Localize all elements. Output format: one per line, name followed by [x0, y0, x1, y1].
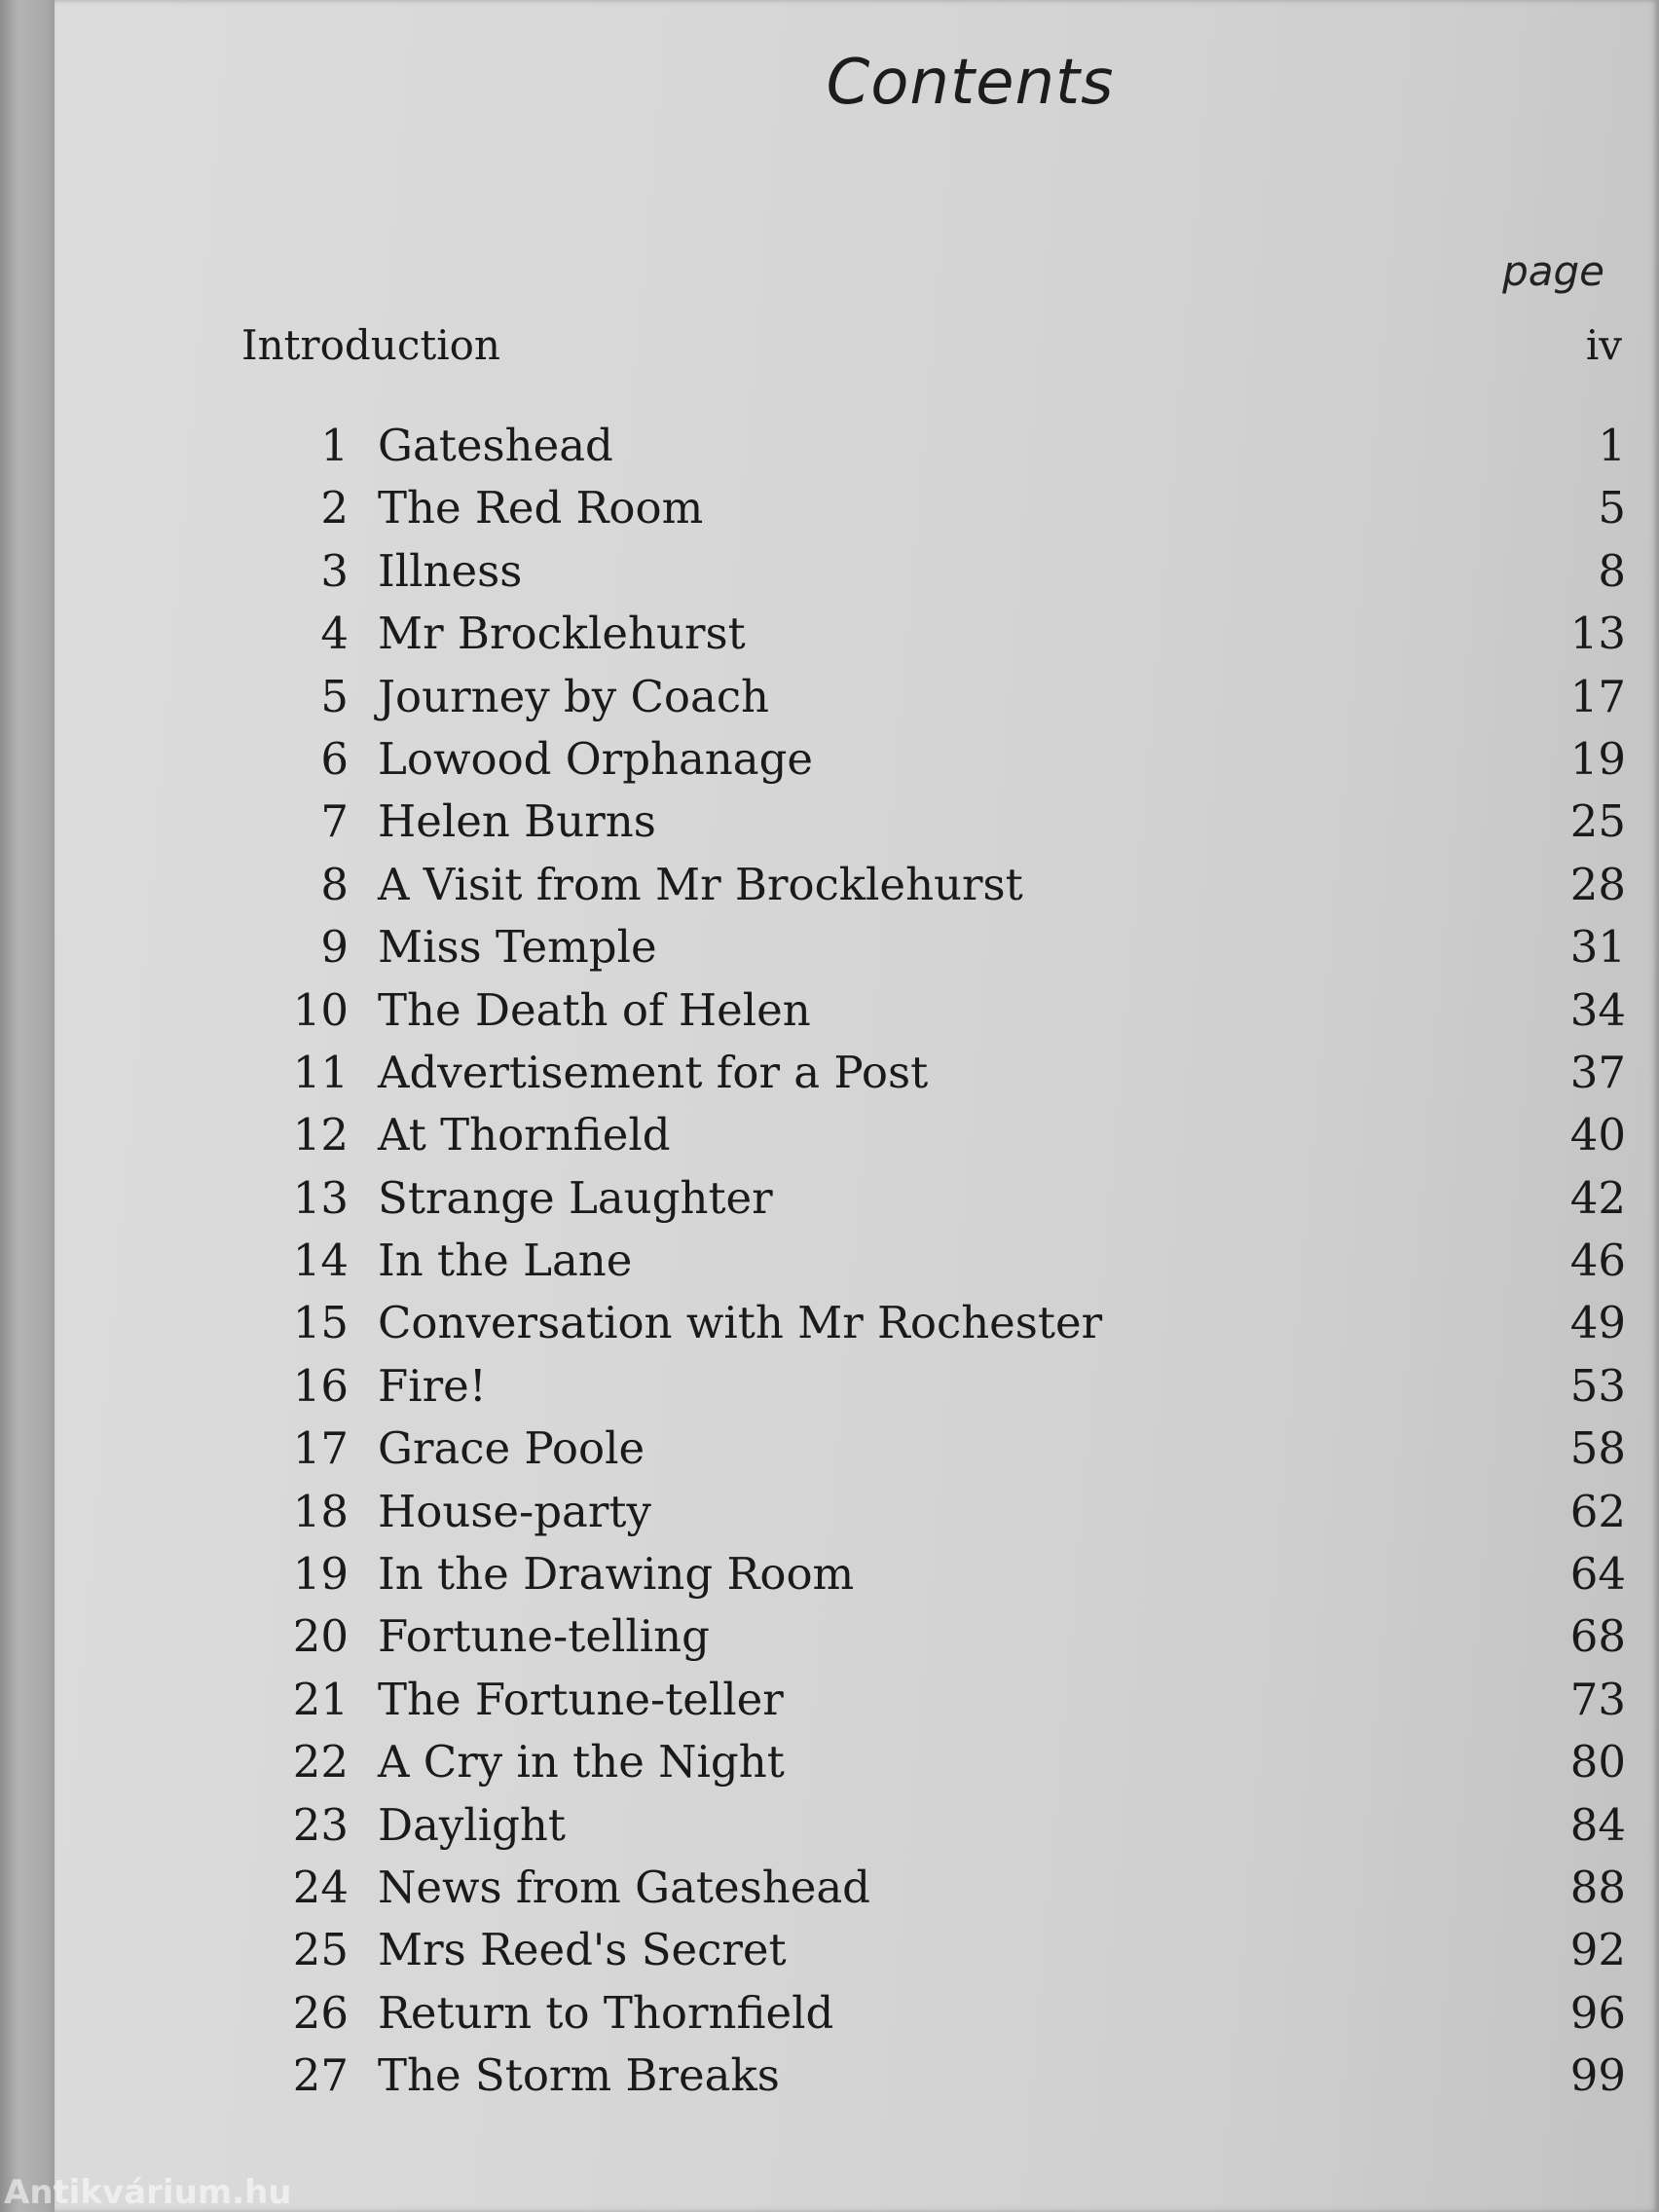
chapter-title: Fire! [378, 1359, 487, 1412]
chapter-page-number: 5 [1598, 482, 1626, 535]
chapter-number: 16 [292, 1359, 349, 1412]
chapter-entry [238, 1418, 1626, 1480]
chapter-title: Daylight [378, 1798, 566, 1851]
chapter-number: 15 [292, 1297, 349, 1349]
chapter-page-number: 19 [1569, 732, 1626, 785]
introduction-title: Introduction [241, 321, 500, 369]
chapter-entry [238, 1794, 1626, 1857]
chapter-title: Advertisement for a Post [378, 1046, 929, 1098]
contents-page [55, 0, 1659, 2212]
chapter-entry [238, 728, 1626, 791]
chapter-entry [238, 854, 1626, 916]
chapter-entry [238, 1857, 1626, 1919]
chapter-page-number: 92 [1569, 1924, 1626, 1976]
chapter-entry [238, 1230, 1626, 1292]
chapter-title: Lowood Orphanage [378, 732, 814, 785]
chapter-page-number: 46 [1569, 1235, 1626, 1287]
chapter-title: A Visit from Mr Brocklehurst [378, 858, 1023, 910]
chapter-number: 19 [292, 1548, 349, 1601]
chapter-entry [238, 666, 1626, 728]
chapter-title: The Red Room [378, 482, 704, 535]
chapter-title: Grace Poole [378, 1422, 645, 1475]
chapter-list [238, 415, 1626, 2108]
chapter-title: Conversation with Mr Rochester [378, 1297, 1103, 1349]
chapter-entry [238, 1355, 1626, 1418]
chapter-title: In the Drawing Room [378, 1548, 855, 1601]
chapter-title: Journey by Coach [378, 670, 770, 722]
contents-heading: Contents [826, 47, 1115, 119]
chapter-title: The Death of Helen [378, 983, 811, 1036]
chapter-page-number: 64 [1569, 1548, 1626, 1601]
chapter-title: The Storm Breaks [378, 2049, 780, 2102]
chapter-page-number: 49 [1569, 1297, 1626, 1349]
chapter-page-number: 34 [1569, 983, 1626, 1036]
chapter-number: 12 [292, 1109, 349, 1161]
chapter-title: Gateshead [378, 420, 613, 471]
chapter-number: 10 [292, 983, 349, 1036]
chapter-entry [238, 1982, 1626, 2045]
chapter-page-number: 17 [1569, 670, 1626, 722]
page-column-label: page [1502, 247, 1604, 295]
chapter-title: Mrs Reed's Secret [378, 1924, 787, 1976]
chapter-entry [238, 1167, 1626, 1230]
chapter-page-number: 96 [1569, 1986, 1626, 2039]
chapter-page-number: 25 [1569, 795, 1626, 848]
chapter-number: 1 [320, 420, 349, 471]
chapter-page-number: 28 [1569, 858, 1626, 910]
chapter-page-number: 37 [1569, 1046, 1626, 1098]
chapter-number: 20 [292, 1610, 349, 1663]
chapter-title: News from Gateshead [378, 1861, 870, 1913]
chapter-number: 18 [292, 1485, 349, 1537]
chapter-number: 8 [320, 858, 349, 910]
chapter-entry [238, 1481, 1626, 1543]
chapter-entry [238, 1042, 1626, 1104]
chapter-entry [238, 791, 1626, 853]
chapter-number: 23 [292, 1798, 349, 1851]
chapter-number: 17 [292, 1422, 349, 1475]
chapter-title: At Thornfield [378, 1109, 671, 1161]
chapter-page-number: 68 [1569, 1610, 1626, 1663]
chapter-entry [238, 1543, 1626, 1605]
chapter-number: 14 [292, 1235, 349, 1287]
chapter-number: 25 [292, 1924, 349, 1976]
introduction-page: iv [1585, 321, 1622, 369]
chapter-page-number: 58 [1569, 1422, 1626, 1475]
chapter-page-number: 88 [1569, 1861, 1626, 1913]
chapter-entry [238, 1731, 1626, 1793]
chapter-entry [238, 1292, 1626, 1354]
chapter-title: Illness [378, 544, 523, 597]
chapter-page-number: 62 [1569, 1485, 1626, 1537]
chapter-entry [238, 603, 1626, 665]
chapter-number: 26 [292, 1986, 349, 2039]
chapter-page-number: 42 [1569, 1171, 1626, 1224]
chapter-entry [238, 1669, 1626, 1731]
chapter-entry [238, 1919, 1626, 1981]
chapter-number: 21 [292, 1673, 349, 1725]
chapter-number: 11 [292, 1046, 349, 1098]
chapter-entry [238, 540, 1626, 603]
chapter-number: 6 [320, 732, 349, 785]
chapter-page-number: 1 [1598, 420, 1626, 471]
chapter-page-number: 8 [1598, 544, 1626, 597]
chapter-title: Mr Brocklehurst [378, 608, 746, 660]
chapter-page-number: 99 [1569, 2049, 1626, 2102]
chapter-page-number: 53 [1569, 1359, 1626, 1412]
chapter-entry [238, 916, 1626, 978]
chapter-title: A Cry in the Night [378, 1736, 785, 1788]
chapter-title: Helen Burns [378, 795, 656, 848]
chapter-entry [238, 415, 1626, 477]
chapter-page-number: 84 [1569, 1798, 1626, 1851]
watermark-text: Antikvárium.hu [4, 2173, 292, 2212]
chapter-title: Return to Thornfield [378, 1986, 834, 2039]
chapter-entry [238, 2045, 1626, 2107]
chapter-number: 22 [292, 1736, 349, 1788]
chapter-number: 24 [292, 1861, 349, 1913]
chapter-entry [238, 1104, 1626, 1166]
chapter-page-number: 40 [1569, 1109, 1626, 1161]
chapter-title: The Fortune-teller [378, 1673, 784, 1725]
chapter-title: Miss Temple [378, 921, 657, 974]
chapter-entry [238, 979, 1626, 1042]
chapter-number: 13 [292, 1171, 349, 1224]
chapter-page-number: 13 [1569, 608, 1626, 660]
chapter-number: 5 [320, 670, 349, 722]
chapter-page-number: 31 [1569, 921, 1626, 974]
chapter-number: 9 [320, 921, 349, 974]
chapter-page-number: 73 [1569, 1673, 1626, 1725]
chapter-title: Strange Laughter [378, 1171, 773, 1224]
chapter-number: 4 [320, 608, 349, 660]
introduction-entry [241, 321, 1622, 369]
chapter-title: House-party [378, 1485, 651, 1537]
chapter-title: Fortune-telling [378, 1610, 710, 1663]
chapter-title: In the Lane [378, 1235, 633, 1287]
chapter-entry [238, 477, 1626, 539]
chapter-number: 27 [292, 2049, 349, 2102]
chapter-page-number: 80 [1569, 1736, 1626, 1788]
chapter-number: 2 [320, 482, 349, 535]
chapter-entry [238, 1605, 1626, 1668]
chapter-number: 3 [320, 544, 349, 597]
chapter-number: 7 [320, 795, 349, 848]
